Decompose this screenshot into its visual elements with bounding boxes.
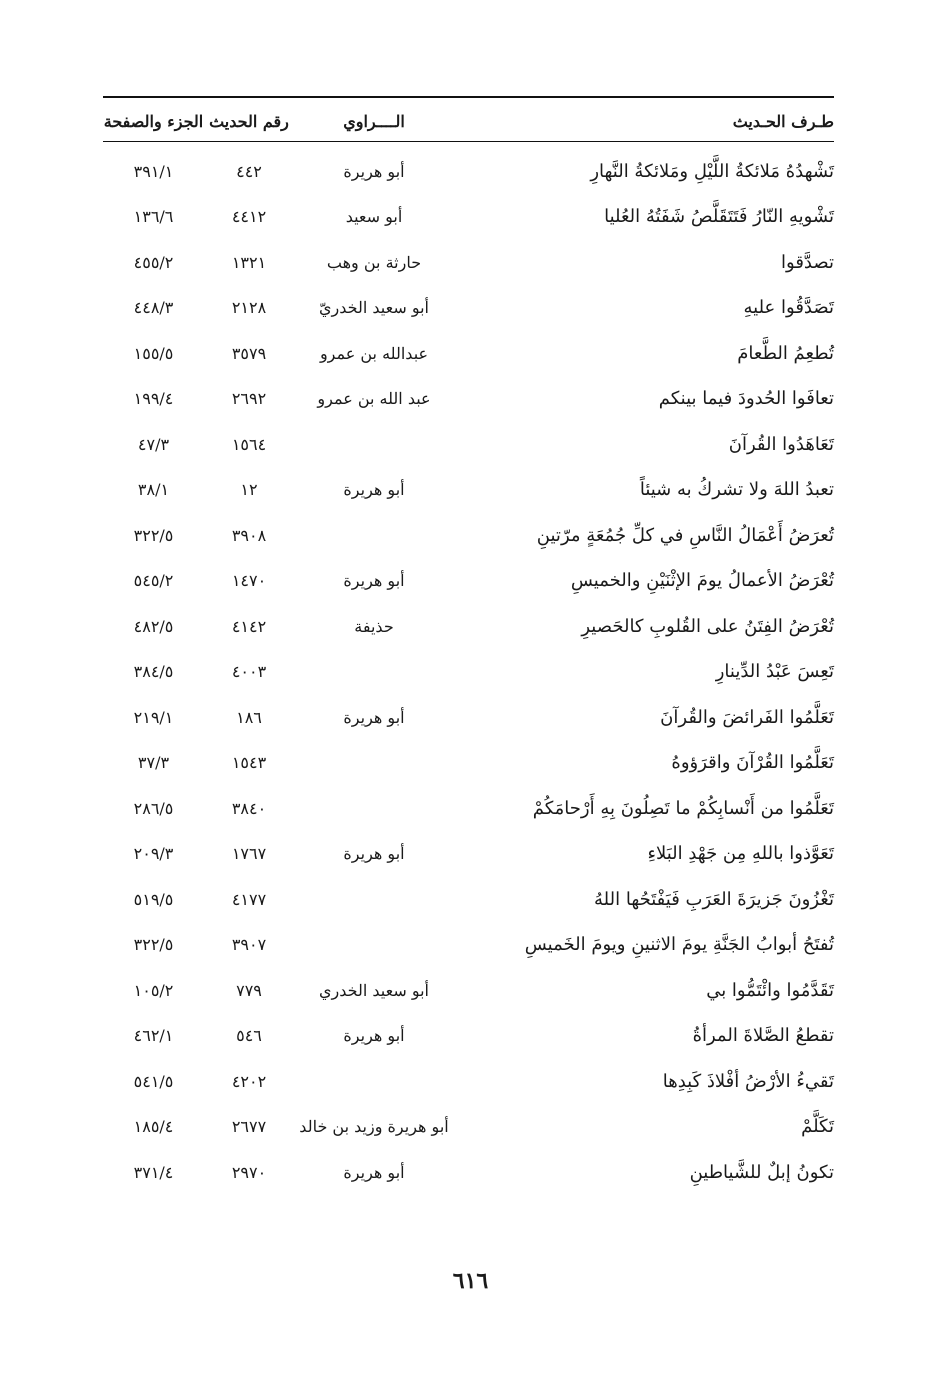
table-row [103,421,834,467]
table-row [103,694,834,740]
volume-page-ref: ١٩٩/٤ [133,389,174,408]
hadith-number: ٤٠٠٣ [231,662,267,681]
hadith-number: ٧٧٩ [236,980,262,1000]
hadith-number: ٤٤١٢ [231,207,267,226]
hadith-number: ٣٥٧٩ [231,343,267,363]
narrator-text: أبو هريرة [343,1162,405,1182]
narrator-text: أبو سعيد الخدريّ [319,298,429,317]
narrator-text: حذيفة [354,616,394,636]
narrator-text: أبو هريرة [343,1026,405,1045]
volume-page-ref: ٢٠٩/٣ [133,844,174,863]
volume-page-ref: ٢١٩/١ [133,707,174,727]
volume-page-ref: ٢٨٦/٥ [133,798,174,818]
hadith-number: ٤١٤٢ [231,616,267,636]
narrator-text [294,649,454,695]
table-row [103,785,834,831]
narrator-text [294,512,454,558]
narrator-text: أبو هريرة [343,161,405,181]
hadith-number: ١٥٤٣ [231,753,267,772]
hadith-text: تُعْرَضُ الأعمالُ يومَ الإثْنَيْنِ والخميسِ [570,570,834,591]
hadith-text: تَعِسَ عَبْدُ الدِّينارِ [715,661,834,682]
hadith-number: ٢٩٧٠ [231,1162,267,1182]
narrator-text: أبو هريرة [343,707,405,727]
hadith-text: تَعَوَّذوا باللهِ مِن جَهْدِ البَلاءِ [647,843,834,864]
narrator-text: أبو هريرة [343,480,405,499]
table-row [103,285,834,331]
table-row [103,967,834,1013]
hadith-text: تَعَلَّمُوا القُرْآنَ واقرَؤوهُ [671,752,834,773]
narrator-text: عبدالله بن عمرو [319,343,429,363]
narrator-text: أبو هريرة وزيد بن خالد [299,1117,449,1136]
table-header [103,98,834,144]
table-row [103,603,834,649]
narrator-text: عبد الله بن عمرو [317,389,431,408]
table-row [103,1149,834,1195]
narrator-text [294,876,454,922]
table-row [103,194,834,240]
narrator-text [294,1058,454,1104]
volume-page-ref: ٤٤٨/٣ [133,298,174,317]
hadith-number: ٢٦٧٧ [231,1117,267,1136]
hadith-number: ١٣٢١ [231,252,267,272]
table-row [103,467,834,513]
hadith-text: تَغْزُونَ جَزيرَةَ العَرَبِ فَيَفْتَحُها اللهُ [594,888,834,910]
volume-page-ref: ٥١٩/٥ [133,889,174,909]
hadith-number: ٥٤٦ [236,1026,262,1045]
volume-page-ref: ٤٧/٣ [137,434,170,454]
narrator-text [294,740,454,786]
volume-page-ref: ١٣٦/٦ [133,207,174,226]
hadith-text: تصدَّقوا [781,251,834,273]
volume-page-ref: ٣٧١/٤ [133,1162,174,1182]
volume-page-ref: ٣٨٤/٥ [133,662,174,681]
narrator-text [294,421,454,467]
table-row [103,831,834,877]
table-row [103,148,834,194]
volume-page-ref: ١٥٥/٥ [133,343,174,363]
table-row [103,740,834,786]
narrator-text: أبو هريرة [343,844,405,863]
hadith-text: تُطعِمُ الطَّعامَ [737,342,834,364]
hadith-text: تَعَلَّمُوا الفَرائضَ والقُرآنَ [660,706,834,728]
volume-page-ref: ٣٢٢/٥ [133,935,174,954]
table-row [103,876,834,922]
hadith-text: تَعَاهَدُوا القُرآنَ [728,433,834,455]
hadith-number: ٣٩٠٧ [231,935,267,954]
hadith-number: ٢٦٩٢ [231,389,267,408]
hadith-number: ١٥٦٤ [231,434,267,454]
hadith-text: تَشْهدُهُ مَلائكةُ اللَّيْلِ ومَلائكةُ النَّهارِ [590,160,834,182]
volume-page-ref: ٥٤١/٥ [133,1071,174,1091]
hadith-number: ٣٨٤٠ [231,798,267,818]
table-row [103,922,834,968]
hadith-text: تَقَدَّمُوا وائْتَمُّوا بي [706,979,834,1001]
hadith-number: ٤٢٠٢ [231,1071,267,1091]
volume-page-ref: ٣٢٢/٥ [133,525,174,545]
volume-page-ref: ٣٧/٣ [137,753,170,772]
hadith-text: تُفتَحُ أبوابُ الجَنَّةِ يومَ الاثنينِ ويومَ الخَميسِ [524,934,834,955]
header-hadith: طـرف الحـديث [732,111,834,131]
volume-page-ref: ١٨٥/٤ [133,1117,174,1136]
narrator-text: أبو سعيد [345,207,403,226]
hadith-number: ٤١٧٧ [231,889,267,909]
header-number: رقم الحديث [209,111,289,131]
hadith-text: تعافَوا الحُدودَ فيما بينكم [658,388,834,409]
hadith-text: تعبدُ اللهَ ولا تشركُ به شيئاً [639,479,834,500]
table-row [103,512,834,558]
narrator-text: أبو سعيد الخدري [319,980,429,1000]
volume-page-ref: ٤٨٢/٥ [133,616,174,636]
hadith-text: تُعْرَضُ الفِتَنُ على القُلوبِ كالحَصيرِ [581,615,834,637]
hadith-text: تَشْويهِ النّارُ فَتَتَقَلَّصُ شَفَتُهُ العُليا [604,206,834,227]
volume-page-ref: ٤٦٢/١ [133,1026,174,1045]
hadith-number: ١٢ [240,480,258,499]
narrator-text: أبو هريرة [343,571,405,590]
header-reference: الجزء والصفحة [103,111,204,131]
hadith-number: ١٨٦ [236,707,262,727]
narrator-text: حارثة بن وهب [326,252,422,272]
hadith-text: تَكَلَّمْ [801,1116,834,1137]
hadith-text: تقطعُ الصَّلاةَ المرأةُ [692,1025,834,1046]
hadith-text: تَصَدَّقُوا عليهِ [743,297,834,318]
table-row [103,1013,834,1059]
narrator-text [294,785,454,831]
hadith-number: ١٧٦٧ [231,844,267,863]
hadith-text: تكونُ إبلٌ للشَّياطينِ [689,1161,834,1183]
volume-page-ref: ٣٨/١ [137,480,170,499]
hadith-number: ٤٤٢ [236,161,262,181]
page-number: ٦١٦ [452,1268,489,1294]
table-row [103,376,834,422]
table-row [103,649,834,695]
table-row [103,239,834,285]
narrator-text [294,922,454,968]
header-narrator: الــــراوي [343,111,405,131]
hadith-number: ٢١٢٨ [231,298,267,317]
volume-page-ref: ٣٩١/١ [133,161,174,181]
volume-page-ref: ٥٤٥/٢ [133,571,174,590]
hadith-number: ١٤٧٠ [231,571,267,590]
table-row [103,558,834,604]
hadith-number: ٣٩٠٨ [231,525,267,545]
table-row [103,1058,834,1104]
volume-page-ref: ٤٥٥/٢ [133,252,174,272]
hadith-text: تُعرَضُ أَعْمَالُ النَّاسِ في كلِّ جُمُعَةٍ مرّتينِ [536,524,834,546]
volume-page-ref: ١٠٥/٢ [133,980,174,1000]
table-row [103,330,834,376]
table-row [103,1104,834,1150]
hadith-text: تَعَلَّمُوا من أَنْسابِكُمْ ما تَصِلُونَ بِهِ أَرْحامَكُمْ [532,797,834,819]
hadith-text: تَقيءُ الأرْضُ أفْلاذَ كَبِدِها [662,1070,834,1092]
